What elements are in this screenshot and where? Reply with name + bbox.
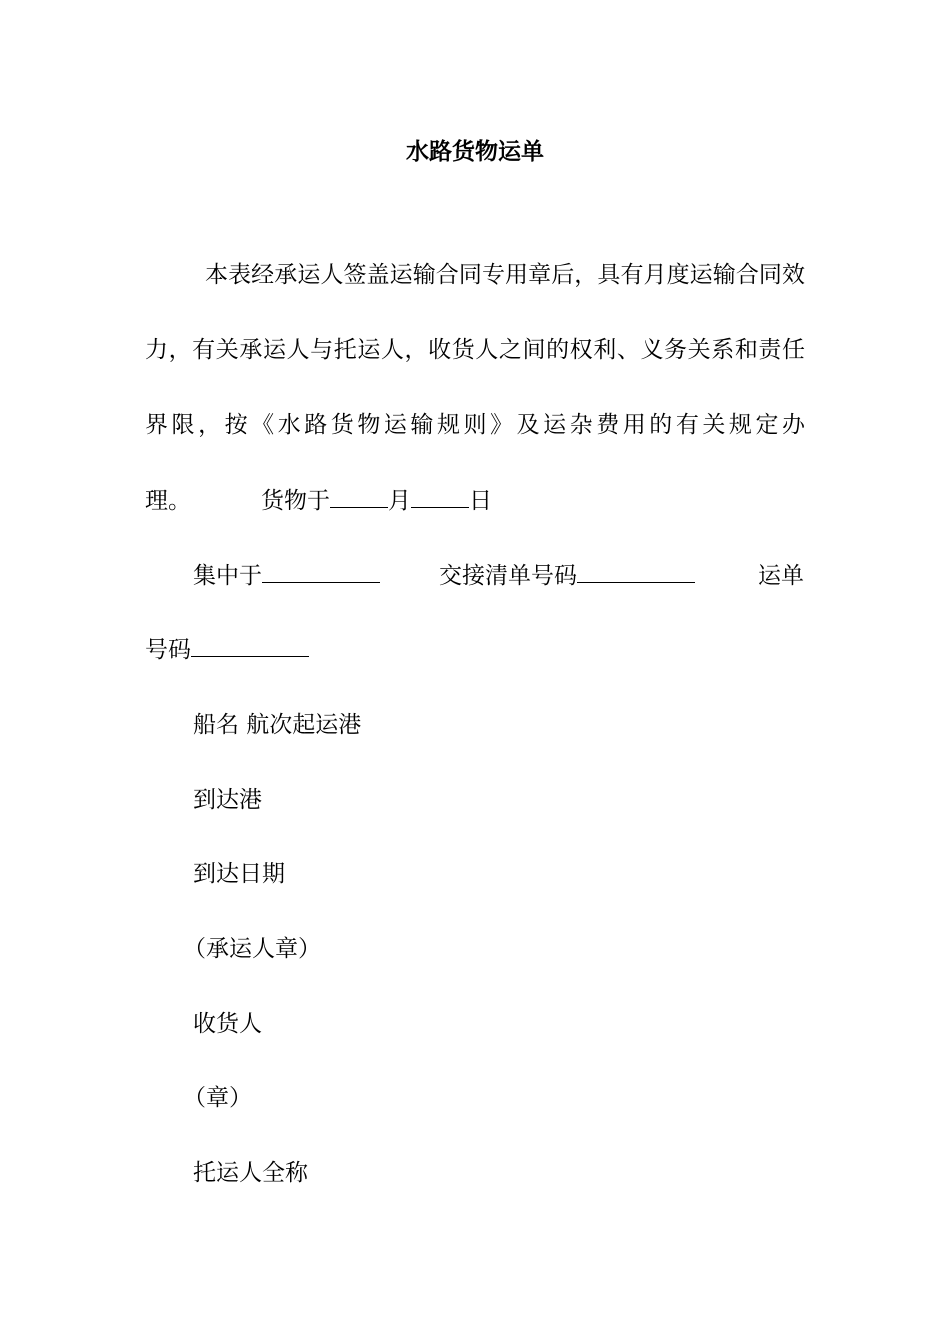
arrival-port-line: 到达港 [193,787,262,813]
handover-label: 交接清单号码 [439,563,577,589]
waybill-label-part2: 号码 [145,637,191,663]
shipper-name-line: 托运人全称 [193,1160,308,1186]
day-label: 日 [469,488,492,514]
intro-paragraph: 本表经承运人签盖运输合同专用章后，具有月度运输合同效力，有关承运人与托运人，收货人之间的权利、义务关系和责任界限，按《水路货物运输规则》及运杂费用的有关规定办 [145,262,805,438]
consignee-line: 收货人 [193,1011,262,1037]
handover-line [439,560,695,592]
goods-label: 货物于 [261,488,330,514]
handover-blank[interactable] [577,560,695,583]
arrival-date-line: 到达日期 [193,861,285,887]
waybill-label-part1: 运单 [758,563,804,589]
goods-date-line [145,485,492,517]
page-title: 水路货物运单 [406,138,544,165]
concentrate-label: 集中于 [193,563,262,589]
waybill-blank[interactable] [191,634,309,657]
month-label: 月 [388,488,411,514]
paragraph-end: 理。 [145,488,191,514]
waybill-number-line [145,634,309,666]
ship-voyage-line: 船名 航次起运港 [193,712,362,738]
concentrate-line [193,560,380,592]
month-blank[interactable] [330,485,388,508]
concentrate-blank[interactable] [262,560,380,583]
day-blank[interactable] [411,485,469,508]
seal-line: （章） [183,1085,252,1111]
carrier-seal-line: （承运人章） [183,936,321,962]
